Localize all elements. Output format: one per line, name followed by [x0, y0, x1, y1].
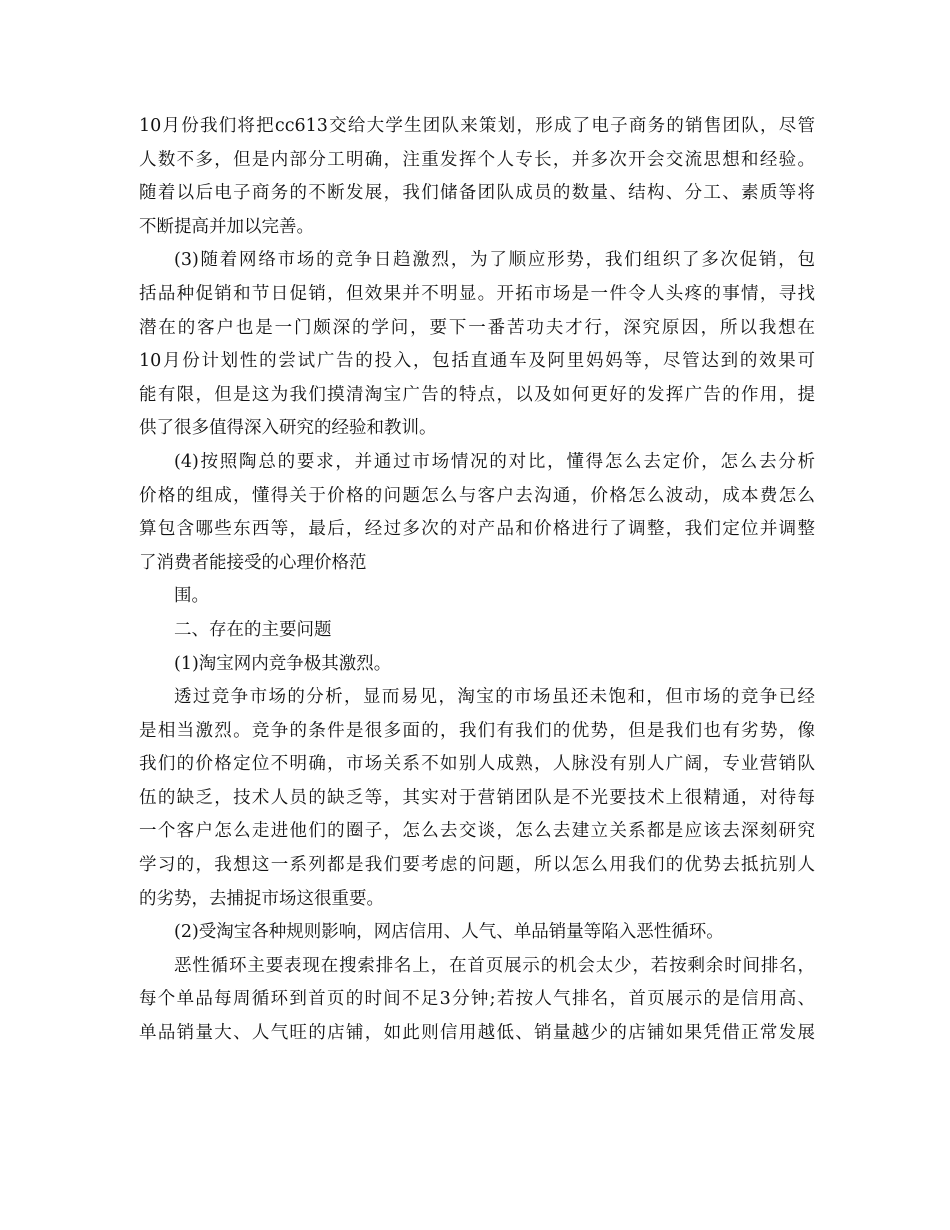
text-line: 透过竞争市场的分析，显而易见，淘宝的市场虽还未饱和，但市场的竞争已经: [174, 687, 815, 708]
text-line: 每个单品每周循环到首页的时间不足3分钟;若按人气排名，首页展示的是信用高、: [139, 989, 815, 1010]
text-line: 围。: [174, 586, 209, 607]
paragraph-promotion: [139, 244, 815, 446]
paragraph-team: [139, 110, 815, 244]
heading-main-problems: [139, 614, 815, 648]
heading-competition: [139, 648, 815, 682]
text-line: 括品种促销和节日促销，但效果并不明显。开拓市场是一件令人头疼的事情，寻找: [139, 283, 815, 304]
text-line: 单品销量大、人气旺的店铺，如此则信用越低、销量越少的店铺如果凭借正常发展: [139, 1023, 815, 1044]
text-line: 随着以后电子商务的不断发展，我们储备团队成员的数量、结构、分工、素质等将: [139, 183, 815, 204]
paragraph-pricing: [139, 446, 815, 580]
paragraph-range: [139, 580, 815, 614]
text-line: 人数不多，但是内部分工明确，注重发挥个人专长，并多次开会交流思想和经验。: [139, 149, 815, 170]
text-line: (4)按照陶总的要求，并通过市场情况的对比，懂得怎么去定价，怎么去分析: [174, 451, 815, 472]
text-line: 10月份计划性的尝试广告的投入，包括直通车及阿里妈妈等，尽管达到的效果可: [139, 351, 815, 372]
text-line: 我们的价格定位不明确，市场关系不如别人成熟，人脉没有别人广阔，专业营销队: [139, 754, 815, 775]
text-line: (3)随着网络市场的竞争日趋激烈，为了顺应形势，我们组织了多次促销，包: [174, 250, 815, 271]
text-line: 一个客户怎么走进他们的圈子，怎么去交谈，怎么去建立关系都是应该去深刻研究: [139, 821, 815, 842]
text-line: 供了很多值得深入研究的经验和教训。: [139, 418, 437, 439]
text-line: 不断提高并加以完善。: [139, 216, 314, 237]
text-line: 伍的缺乏，技术人员的缺乏等，其实对于营销团队是不光要技术上很精通，对待每: [139, 787, 815, 808]
text-line: (2)受淘宝各种规则影响，网店信用、人气、单品销量等陷入恶性循环。: [174, 922, 724, 943]
document-body: [139, 110, 815, 1051]
text-line: 是相当激烈。竞争的条件是很多面的，我们有我们的优势，但是我们也有劣势，像: [139, 720, 815, 741]
text-line: 学习的，我想这一系列都是我们要考虑的问题，所以怎么用我们的优势去抵抗别人: [139, 855, 815, 876]
text-line: 的劣势，去捕捉市场这很重要。: [139, 888, 384, 909]
text-line: 二、存在的主要问题: [174, 619, 332, 640]
text-line: 10月份我们将把cc613交给大学生团队来策划，形成了电子商务的销售团队，尽管: [139, 116, 815, 136]
text-line: 了消费者能接受的心理价格范: [139, 552, 367, 573]
heading-rules: [139, 916, 815, 950]
text-line: 算包含哪些东西等，最后，经过多次的对产品和价格进行了调整，我们定位并调整: [139, 519, 815, 540]
paragraph-vicious-cycle: [139, 950, 815, 1051]
text-line: 恶性循环主要表现在搜索排名上，在首页展示的机会太少，若按剩余时间排名，: [174, 955, 815, 976]
paragraph-competition-analysis: [139, 681, 815, 916]
text-line: 潜在的客户也是一门颇深的学问，要下一番苦功夫才行，深究原因，所以我想在: [139, 317, 815, 338]
text-line: 能有限，但是这为我们摸清淘宝广告的特点，以及如何更好的发挥广告的作用，提: [139, 384, 815, 405]
text-line: 价格的组成，懂得关于价格的问题怎么与客户去沟通，价格怎么波动，成本费怎么: [139, 485, 815, 506]
text-line: (1)淘宝网内竞争极其激烈。: [174, 653, 392, 674]
